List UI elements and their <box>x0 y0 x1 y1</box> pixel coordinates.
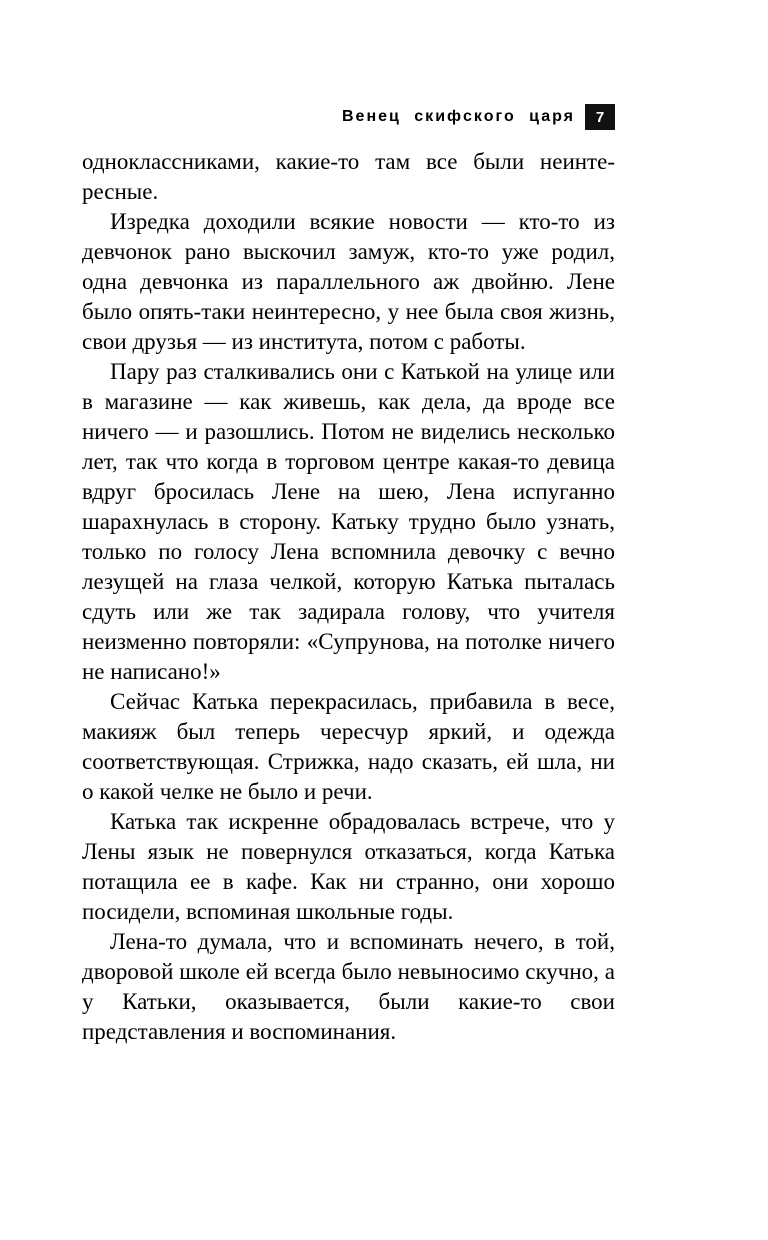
paragraph: Изредка доходили всякие новости — кто-то из девчонок рано выскочил замуж, кто-то уже родил, одна девчонка из параллельного аж двойню. Лене было опять-таки неинтересно, у нее была своя жизнь, свои друзья — из института, потом с работы. <box>82 209 615 354</box>
page-body-text <box>82 147 615 1047</box>
paragraph: Сейчас Катька перекрасилась, прибавила в весе, макияж был теперь чересчур яркий, и одежда соответствующая. Стрижка, надо сказать, ей шла, ни о какой челке не было и речи. <box>82 689 615 804</box>
page-number-badge: 7 <box>585 104 615 130</box>
paragraph: Катька так искренне обрадовалась встрече, что у Лены язык не повернулся отказаться, когда Катька потащила ее в кафе. Как ни странно, они хорошо посидели, вспоминая школьные годы. <box>82 809 615 924</box>
paragraph: Пару раз сталкивались они с Катькой на улице или в магазине — как живешь, как дела, да вроде все ничего — и разошлись. Потом не виделись несколько лет, так что когда в торговом центре какая-то девица вдруг бросилась Лене на шею, Лена испуганно шарахнулась в сторону. Катьку трудно было узнать, только по голосу Лена вспомнила девочку с вечно лезущей на глаза челкой, которую Катька пыталась сдуть или же так задирала голову, что учителя неизменно повторяли: «Супрунова, на потолке ничего не написано!» <box>82 359 615 684</box>
page-header <box>82 104 615 130</box>
paragraph: одноклассниками, какие-то там все были неинтересные. <box>82 149 615 204</box>
running-title: Венец скифского царя <box>341 108 575 125</box>
paragraph: Лена-то думала, что и вспоминать нечего, в той, дворовой школе ей всегда было невыносимо скучно, а у Катьки, оказывается, были какие-то свои представления и воспоминания. <box>82 929 615 1044</box>
text-block <box>82 104 615 1047</box>
